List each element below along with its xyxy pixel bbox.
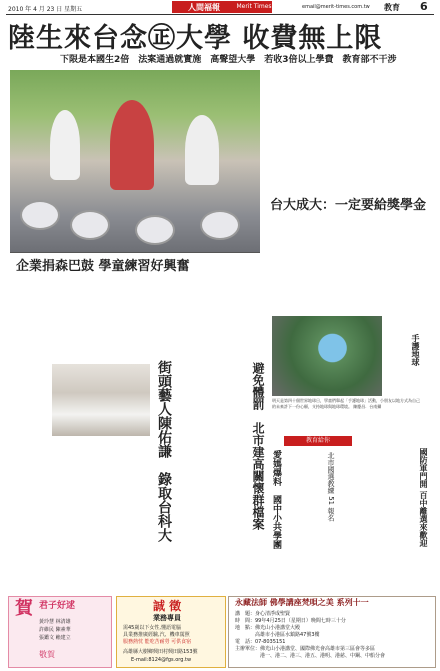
drum [20, 200, 60, 230]
ad1-line4: 張鑑文 賴建立 [39, 635, 71, 641]
ad2-title: 誠 徵 [153, 599, 182, 613]
drum-class-photo [10, 70, 260, 252]
drum [200, 210, 240, 240]
photo-caption-drums: 企業捐森巴鼓 學童練習好興奮 [16, 259, 190, 274]
earth-day-photo [272, 316, 382, 396]
ad1-line1: 君子好逑 [39, 601, 76, 611]
ad3-line7: 港一、港二、港三、港五、港明、港慈、中鋼、中船分會 [235, 653, 386, 659]
taipei-headline: 避免體罰 北市建高關懷群檔案 [251, 362, 265, 530]
issue-date: 2010 年 4 月 23 日 星期五 [8, 6, 83, 13]
student-figure [50, 110, 80, 180]
email-address: email@merit-times.com.tw [302, 4, 370, 10]
section-name: 教育 [384, 3, 400, 12]
ad3-line1: 講 題：身心清淨成聖賢 [235, 611, 291, 617]
ad1-footer: 敬賀 [39, 650, 55, 659]
header-rule [6, 14, 434, 15]
student-figure [185, 115, 219, 185]
ad2-line4: 高雄縣大樹鄉興田村興田路153號 [123, 649, 198, 655]
ad3-line6: 主辦單位：佛光山小港講堂、國際佛光會高雄市第三區會等多區 [235, 646, 376, 652]
page-number: 6 [420, 0, 428, 13]
ad3-title: 永藏法師 佛學講座梵唄之美 系列十一 [235, 598, 369, 607]
ad2-line1: 需45歲以下女性,懂語電腦 [123, 625, 181, 631]
drum [135, 215, 175, 245]
column-tag: 教育給你 [284, 436, 352, 446]
ad1-title: 賀 [15, 598, 33, 619]
side-headline: 台大成大：一定要給獎學金 [270, 198, 427, 213]
newspaper-logo: 人間福報 [172, 1, 236, 13]
congrats-ad [8, 596, 112, 668]
ad2-line2: 具業務推廣經驗,汽、機車駕照 [123, 632, 190, 638]
sidebar-article [264, 72, 434, 192]
registration-headline: 北市國選教練 51 報名 [327, 452, 335, 522]
right-vertical-headline: 國防軍門開 百中離選來歡迎 [419, 448, 428, 547]
caption-rule [10, 252, 260, 253]
photo-label-earth: 手護地球 [411, 334, 420, 366]
hiring-ad [116, 596, 226, 668]
busker-photo [52, 364, 150, 436]
ad2-subtitle: 業務專員 [153, 614, 181, 622]
ad2-email: E-mail:8124@fgs.org.tw [131, 657, 192, 663]
ad3-line2: 時 間：99年4月25日（星期日）晚間七時三十分 [235, 618, 346, 624]
newspaper-logo-en: Merit Times [236, 1, 272, 13]
drum [70, 210, 110, 240]
main-subhead: 下限是本國生2倍 法案通過就實施 高聲望大學 若收3倍以上學費 教育部不干涉 [60, 55, 397, 65]
ad3-line4: 高雄市小港區水鎮路47號3樓 [235, 632, 320, 638]
ad2-line3: 服務熱忱 能吃苦耐勞 可供食宿 [123, 639, 192, 645]
ad1-line3: 許維民 陳素華 [39, 627, 71, 633]
lecture-ad [228, 596, 436, 668]
busker-headline: 街頭藝人陳佑謙 錄取台科大 [156, 360, 172, 542]
student-figure [110, 100, 154, 190]
education-news-headline: 愛媽爆料 國中小共學團 [271, 450, 281, 549]
main-headline: 陸生來台念㊣大學 收費無上限 [8, 23, 383, 54]
ad1-line2: 黃玲慧 林清雄 [39, 619, 71, 625]
ad3-line5: 電 話：07-8035151 [235, 639, 286, 645]
ad3-line3: 地 點：佛光山小港講堂大殿 [235, 625, 301, 631]
earth-day-caption: 明天是第四十個世界地球日，學童們舉起「手護地球」活動，小朋友以地方式為自己的未來許下一份心願，支持地球與地球環境。 陳慶昌．台南攝 [272, 398, 420, 409]
